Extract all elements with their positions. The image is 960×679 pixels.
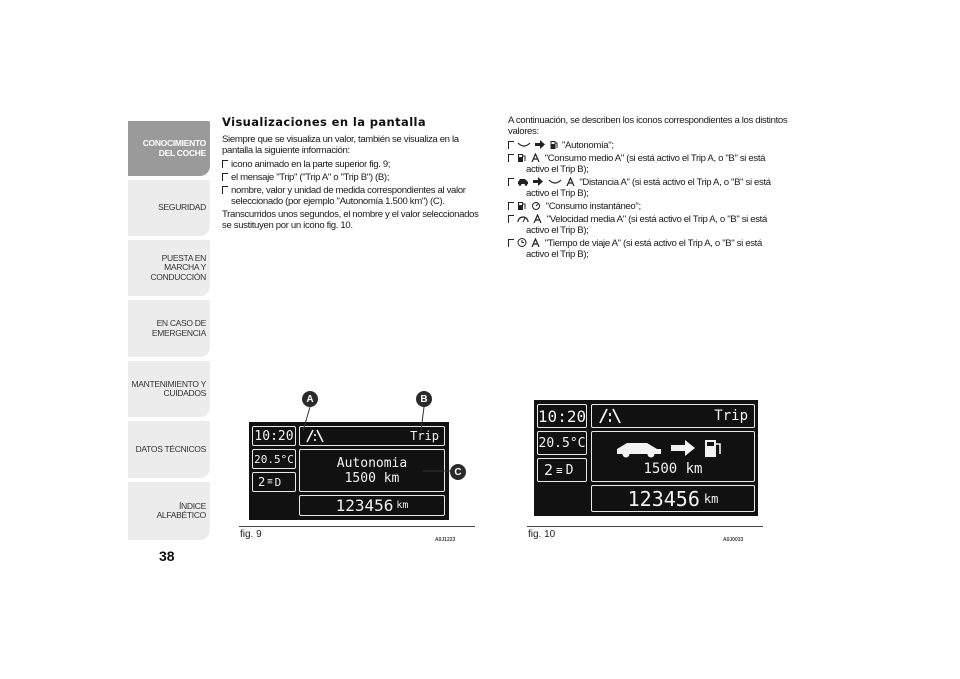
bullet-icon	[222, 160, 228, 168]
figure-code: A0J0033	[723, 537, 744, 543]
sidebar-item-indice[interactable]	[128, 482, 210, 540]
odometer-unit: km	[703, 491, 719, 506]
odometer-unit: km	[396, 500, 409, 511]
gear-display	[252, 472, 296, 492]
odometer-value: 123456	[335, 496, 394, 515]
value-reading: 1500 km	[344, 470, 400, 486]
sidebar-item-puesta-en-marcha[interactable]	[128, 240, 210, 296]
list-item	[508, 153, 790, 175]
list-item-text: "Autonomía";	[561, 140, 614, 151]
letter-a-icon	[531, 153, 540, 162]
sidebar-item-mantenimiento[interactable]	[128, 361, 210, 417]
sidebar-item-conocimiento[interactable]	[128, 121, 210, 176]
outro-paragraph: Transcurridos unos segundos, el nombre y el valor seleccionados se sustituyen por un icono fig. 10.	[222, 209, 479, 231]
list-item	[222, 172, 490, 183]
callout-a: A	[302, 391, 318, 407]
speedometer-icon	[517, 214, 529, 223]
sidebar-item-datos-tecnicos[interactable]	[128, 421, 210, 478]
list-item-text: "Velocidad media A" (si está activo el Trip A, o "B" si está	[546, 214, 767, 225]
figure-rule	[527, 526, 763, 527]
left-column	[222, 134, 490, 234]
bullet-icon	[508, 154, 514, 162]
list-item	[508, 177, 790, 199]
sidebar-item-label: MANTENIMIENTO Y CUIDADOS	[131, 378, 206, 398]
headlight-icon: D	[565, 462, 574, 478]
list-item-continuation: activo el Trip B);	[526, 225, 589, 236]
road-icon	[517, 140, 531, 149]
arrow-right-icon	[533, 177, 543, 186]
sidebar-item-emergencia[interactable]	[128, 300, 210, 357]
sidebar-item-label: ÍNDICE ALFABÉTICO	[156, 500, 206, 520]
page-number: 38	[159, 548, 175, 564]
letter-a-icon	[531, 238, 540, 247]
trip-header	[591, 404, 755, 428]
bullet-icon	[222, 186, 228, 194]
fuel-pump-icon	[705, 440, 720, 457]
callout-b: B	[416, 391, 432, 407]
fuel-pump-icon	[550, 140, 558, 149]
callout-b-leader	[417, 407, 431, 433]
list-item-text: "Tiempo de viaje A" (si está activo el Trip A, o "B" si está	[544, 238, 762, 249]
bullet-icon	[508, 141, 514, 149]
list-item	[222, 185, 490, 207]
trip-label: Trip	[410, 429, 439, 443]
right-column	[508, 115, 790, 262]
display-screen	[249, 422, 449, 520]
fuel-consumption-icon	[517, 201, 527, 210]
clock-display: 10:20	[537, 404, 587, 428]
list-item	[508, 140, 790, 151]
gear-value: 2	[258, 475, 266, 489]
figure-10	[527, 383, 763, 543]
list-item-continuation: activo el Trip B);	[526, 164, 589, 175]
icons-intro: A continuación, se describen los iconos correspondientes a los distintos valores:	[508, 115, 788, 137]
list-item-text: "Consumo medio A" (si está activo el Trip A, o "B" si está	[544, 153, 766, 164]
temperature-display: 20.5°C	[537, 431, 587, 455]
trip-label: Trip	[714, 408, 748, 424]
selected-value-panel	[591, 431, 755, 482]
sidebar-item-label: DATOS TÉCNICOS	[135, 443, 206, 454]
light-level-icon: ≡	[556, 463, 563, 477]
intro-paragraph: Siempre que se visualiza un valor, también se visualiza en la pantalla la siguiente información:	[222, 134, 459, 156]
sidebar-item-seguridad[interactable]	[128, 180, 210, 236]
list-item	[222, 159, 490, 170]
figure-9	[239, 383, 475, 543]
list-item-continuation: activo el Trip B);	[526, 249, 589, 260]
value-reading: 1500 km	[643, 460, 703, 477]
list-item-text: nombre, valor y unidad de medida correspondientes al valor seleccionado (por ejemplo "Autonomía 1.500 km") (C).	[231, 185, 466, 207]
clock-icon	[517, 238, 527, 247]
animated-road-icon	[598, 408, 622, 424]
section-heading: Visualizaciones en la pantalla	[222, 115, 427, 129]
temperature-display: 20.5°C	[252, 449, 296, 469]
odometer	[591, 485, 755, 512]
letter-a-icon	[566, 177, 575, 186]
bullet-icon	[508, 215, 514, 223]
display-screen	[534, 400, 758, 516]
gear-display	[537, 458, 587, 482]
figure-caption: fig. 9	[240, 529, 262, 540]
list-item-text: "Consumo instantáneo";	[545, 201, 641, 212]
callout-c-leader	[422, 469, 452, 473]
arrow-right-icon	[535, 140, 545, 149]
figure-code: A0J1223	[435, 537, 456, 543]
sidebar-item-label: SEGURIDAD	[158, 202, 206, 213]
light-level-icon: ≡	[267, 477, 273, 487]
list-item	[508, 238, 790, 260]
letter-a-icon	[533, 214, 542, 223]
car-icon	[517, 177, 529, 186]
list-item-continuation: activo el Trip B);	[526, 188, 589, 199]
callout-c: C	[450, 464, 466, 480]
figure-caption: fig. 10	[528, 529, 556, 540]
road-icon	[548, 177, 562, 186]
odometer	[299, 495, 445, 516]
sidebar-item-label: CONOCIMIENTO DEL COCHE	[142, 138, 206, 158]
list-item-text: icono animado en la parte superior fig. 9;	[231, 159, 391, 170]
odometer-value: 123456	[627, 486, 700, 511]
sidebar-item-label: PUESTA EN MARCHA Y CONDUCCIÓN	[150, 252, 206, 282]
list-item	[508, 201, 790, 212]
bullet-icon	[222, 173, 228, 181]
sidebar-item-label: EN CASO DE EMERGENCIA	[151, 318, 206, 338]
bullet-icon	[508, 202, 514, 210]
autonomy-icon	[613, 437, 733, 459]
gear-value: 2	[544, 461, 554, 479]
headlight-icon: D	[274, 475, 282, 489]
arrow-right-icon	[671, 440, 695, 456]
list-item-text: el mensaje "Trip" ("Trip A" o "Trip B") (B);	[231, 172, 390, 183]
fuel-consumption-icon	[517, 153, 527, 162]
value-name: Autonomia	[336, 455, 408, 471]
callout-a-leader	[299, 407, 319, 433]
figure-rule	[239, 526, 475, 527]
instant-gauge-icon	[531, 201, 541, 210]
bullet-icon	[508, 239, 514, 247]
bullet-icon	[508, 178, 514, 186]
clock-display: 10:20	[252, 426, 296, 446]
list-item-text: "Distancia A" (si está activo el Trip A, o "B" si está	[579, 177, 771, 188]
list-item	[508, 214, 790, 236]
